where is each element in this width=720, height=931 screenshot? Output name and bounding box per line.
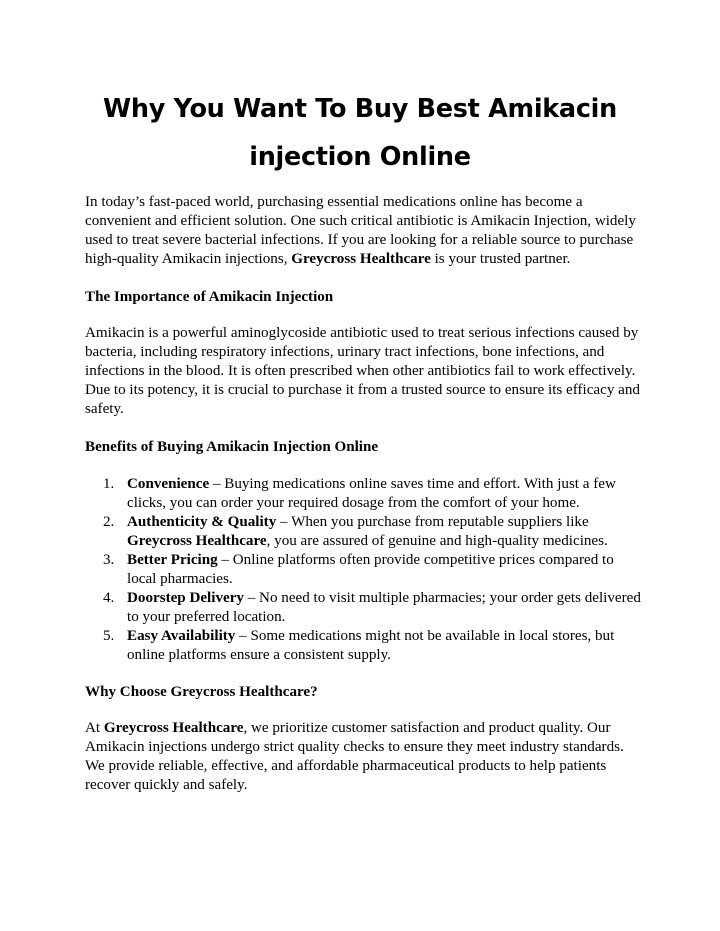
why-choose-paragraph	[85, 719, 641, 795]
list-item-text: – Some medications might not be available in local stores, but online platforms ensure a consistent supply.	[127, 628, 615, 663]
importance-paragraph: Amikacin is a powerful aminoglycoside antibiotic used to treat serious infections caused by bacteria, including respiratory infections, urinary tract infections, bone infections, and infections in the blood. It is often prescribed when other antibiotics fail to work effectively. Due to its potency, it is crucial to purchase it from a trusted source to ensure its efficacy and safety.	[85, 325, 640, 417]
list-item-number: 3.	[103, 552, 115, 568]
list-item-number: 4.	[103, 590, 115, 606]
importance-heading: The Importance of Amikacin Injection	[85, 289, 334, 305]
benefits-list	[85, 475, 641, 665]
list-item-text: – No need to visit multiple pharmacies; your order gets delivered to your preferred location.	[127, 590, 641, 625]
intro-text-end: is your trusted partner.	[430, 251, 571, 267]
intro-paragraph	[85, 193, 641, 269]
why-choose-heading: Why Choose Greycross Healthcare?	[85, 684, 318, 700]
why-choose-text-start: At	[85, 720, 104, 736]
list-item-text: – Buying medications online saves time and effort. With just a few clicks, you can order your required dosage from the comfort of your home.	[127, 476, 616, 511]
list-item-title: Easy Availability	[127, 628, 236, 644]
document-title: Why You Want To Buy Best Amikacin injection Online	[103, 94, 617, 172]
intro-text-start: In today’s fast-paced world, purchasing essential medications online has become a convenient and efficient solution. One such critical antibiotic is Amikacin Injection, widely used to treat severe bacterial infections. If you are looking for a reliable source to purchase high-quality Amikacin injections,	[85, 194, 636, 267]
list-item	[85, 475, 641, 513]
list-item-number: 5.	[103, 628, 115, 644]
list-item	[85, 551, 641, 589]
list-item-brand-name: Greycross Healthcare	[127, 533, 267, 549]
list-item	[85, 589, 641, 627]
why-choose-text-end: , we prioritize customer satisfaction and product quality. Our Amikacin injections undergo strict quality checks to ensure they meet industry standards. We provide reliable, effective, and affordable pharmaceutical products to help patients recover quickly and safely.	[85, 720, 624, 793]
list-item-title: Convenience	[127, 476, 210, 492]
list-item	[85, 627, 641, 665]
why-choose-brand-name: Greycross Healthcare	[103, 720, 244, 736]
list-item-title: Better Pricing	[127, 552, 218, 568]
list-item-text: – Online platforms often provide competitive prices compared to local pharmacies.	[127, 552, 614, 587]
list-item-title: Authenticity & Quality	[127, 514, 277, 530]
document-body	[85, 193, 641, 814]
list-item	[85, 513, 641, 551]
benefits-heading: Benefits of Buying Amikacin Injection Online	[85, 439, 379, 455]
intro-brand-name: Greycross Healthcare	[291, 251, 431, 267]
list-item-number: 1.	[103, 476, 115, 492]
list-item-text: – When you purchase from reputable suppliers like	[276, 514, 589, 530]
list-item-text-end: , you are assured of genuine and high-quality medicines.	[266, 533, 608, 549]
list-item-title: Doorstep Delivery	[127, 590, 244, 606]
list-item-number: 2.	[103, 514, 115, 530]
